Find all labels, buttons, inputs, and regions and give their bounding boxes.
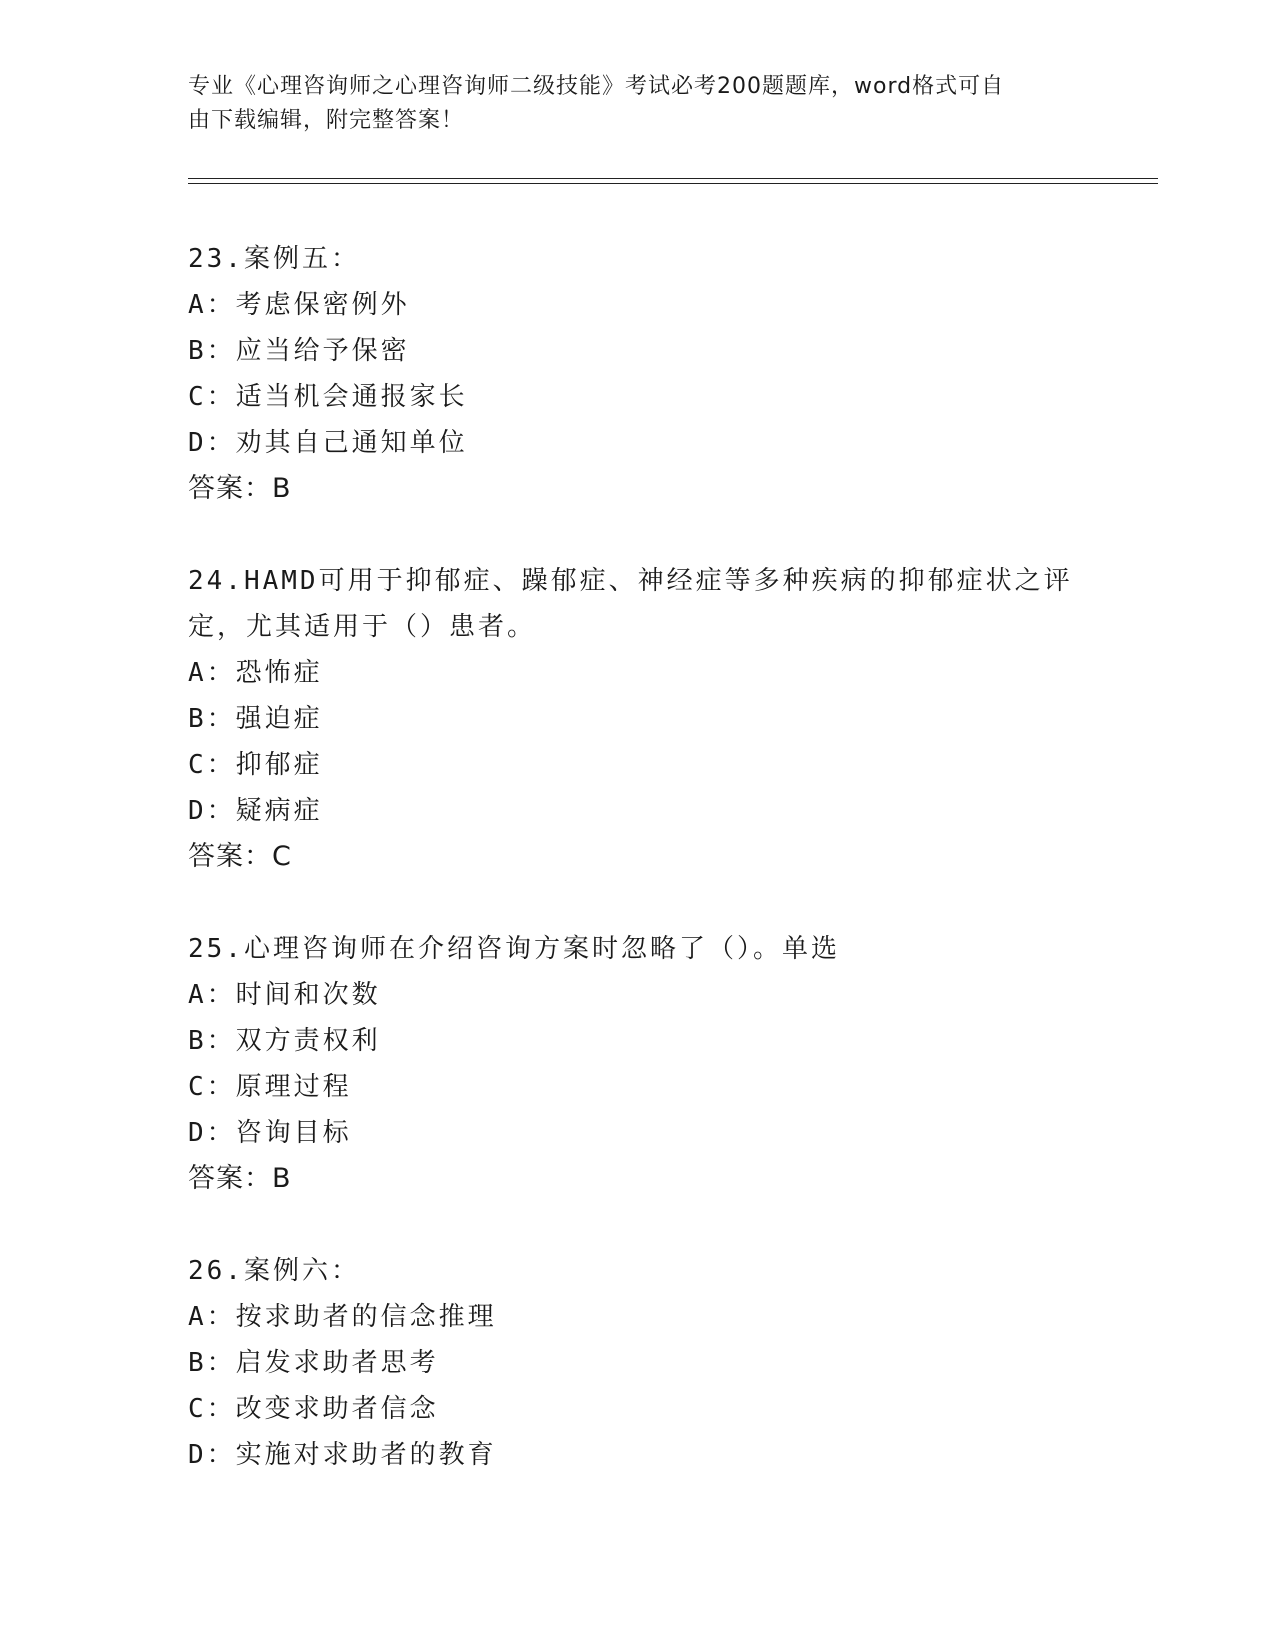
header-divider: [188, 178, 1158, 184]
option-d: D：劝其自己通知单位: [188, 428, 468, 458]
question-23: [188, 236, 1148, 512]
option-b: B：应当给予保密: [188, 336, 410, 366]
question-stem: 24.HAMD可用于抑郁症、躁郁症、神经症等多种疾病的抑郁症状之评定，尤其适用于（）患者。: [188, 566, 1073, 642]
answer-line: 答案：B: [188, 1163, 292, 1194]
option-a: A：按求助者的信念推理: [188, 1302, 497, 1332]
header-line-1: 专业《心理咨询师之心理咨询师二级技能》考试必考200题题库，word格式可自: [188, 74, 1005, 99]
answer-line: 答案：B: [188, 473, 292, 504]
option-c: C：抑郁症: [188, 750, 323, 780]
answer-line: 答案：C: [188, 841, 292, 872]
option-b: B：强迫症: [188, 704, 323, 734]
option-d: D：疑病症: [188, 796, 323, 826]
question-stem: 25.心理咨询师在介绍咨询方案时忽略了（）。单选: [188, 934, 840, 964]
option-a: A：考虑保密例外: [188, 290, 410, 320]
header-line-2: 由下载编辑，附完整答案！: [188, 108, 465, 133]
option-b: B：双方责权利: [188, 1026, 381, 1056]
option-d: D：实施对求助者的教育: [188, 1440, 497, 1470]
option-d: D：咨询目标: [188, 1118, 352, 1148]
question-24: [188, 558, 1148, 880]
question-26: [188, 1248, 1148, 1478]
option-c: C：适当机会通报家长: [188, 382, 468, 412]
question-list: [188, 236, 1148, 1524]
question-stem: 23.案例五：: [188, 244, 360, 274]
option-a: A：时间和次数: [188, 980, 381, 1010]
question-25: [188, 926, 1148, 1202]
option-a: A：恐怖症: [188, 658, 323, 688]
question-stem: 26.案例六：: [188, 1256, 360, 1286]
option-c: C：原理过程: [188, 1072, 352, 1102]
option-c: C：改变求助者信念: [188, 1394, 439, 1424]
option-b: B：启发求助者思考: [188, 1348, 439, 1378]
document-header: [188, 70, 1068, 138]
